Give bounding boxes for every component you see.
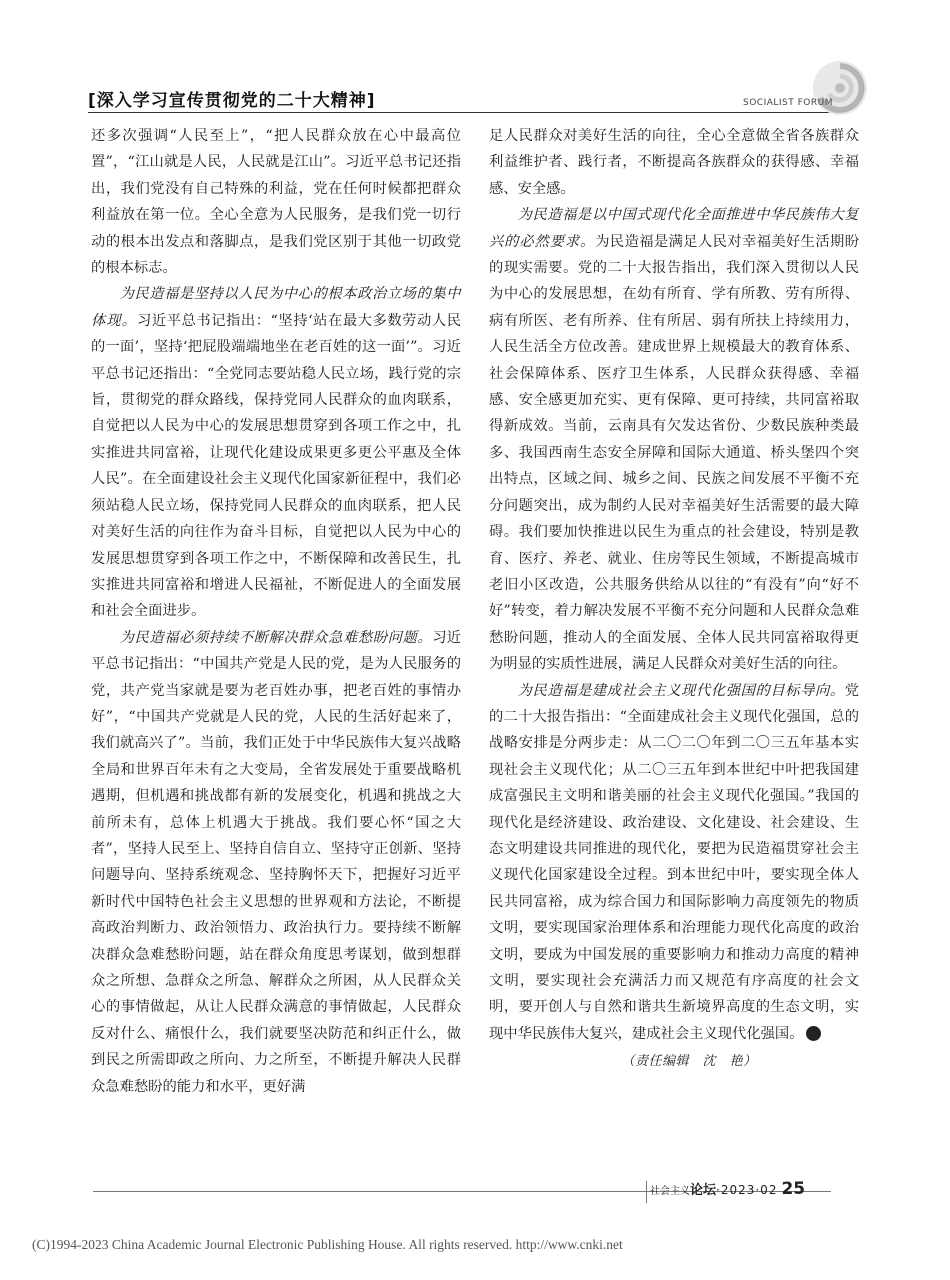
lead-heading: 为民造福是坚持以人民为中心的根本政治立场的集中体现。: [91, 286, 461, 329]
paragraph-text: 党的二十大报告指出：“全面建成社会主义现代化强国，总的战略安排是分两步走：从二〇二〇年到二〇三五年基本实现社会主义现代化；从二〇三五年到本世纪中叶把我国建成富强民主文明和谐美丽的社会主义现代化强国。”我国的现代化是经济建设、政治建设、文化建设、社会建设、生态文明建设共同推进的现代化，要把为民造福贯穿社会主义现代化国家建设全过程。到本世纪中叶，要实现全体人民共同富裕，成为综合国力和国际影响力高度领先的物质文明，要实现国家治理体系和治理能力现代化高度的政治文明，要成为中国发展的重要影响力和推动力高度的精神文明，要实现社会充满活力而又规范有序高度的社会文明，要开创人与自然和谐共生新境界高度的生态文明，实现中华民族伟大复兴，建成社会主义现代化强国。: [489, 682, 859, 1042]
section-header: [深入学习宣传贯彻党的二十大精神]: [88, 91, 376, 111]
footer-divider: [646, 1181, 647, 1203]
paragraph: [489, 678, 859, 1048]
logo-caption: SOCIALIST FORUM: [743, 98, 833, 108]
copyright-notice: (C)1994-2023 China Academic Journal Electronic Publishing House. All rights reserved. http://www.cnki.net: [32, 1237, 623, 1252]
editor-note: （责任编辑 沈 艳）: [621, 1054, 757, 1070]
paragraph: [489, 202, 859, 677]
paragraph: [91, 281, 461, 624]
lead-heading: 为民造福必须持续不断解决群众急难愁盼问题。: [119, 629, 433, 646]
right-column: [489, 123, 859, 1076]
journal-logo-icon: [810, 58, 870, 118]
header-rule: [88, 112, 843, 113]
paragraph: 足人民群众对美好生活的向往，全心全意做全省各族群众利益维护者、践行者，不断提高各族群众的获得感、幸福感、安全感。: [489, 128, 859, 197]
page-number: 25: [781, 1179, 806, 1199]
journal-name-brand: 论坛: [690, 1183, 717, 1198]
lead-heading: 为民造福是以中国式现代化全面推进中华民族伟大复兴的必然要求。: [489, 207, 859, 250]
paragraph: [91, 625, 461, 1100]
article-end-icon: 论: [806, 1026, 821, 1041]
paragraph-text: 习近平总书记指出：“中国共产党是人民的党，是为人民服务的党，共产党当家就是要为老百姓办事，把老百姓的事情办好”，“中国共产党就是人民的党，人民的生活好起来了，我们就高兴了”。当前，我们正处于中华民族伟大复兴战略全局和世界百年未有之大变局，全省发展处于重要战略机遇期，但机遇和挑战都有新的发展变化，机遇和挑战之大前所未有，总体上机遇大于挑战。我们要心怀“国之大者”，坚持人民至上、坚持自信自立、坚持守正创新、坚持问题导向、坚持系统观念、坚持胸怀天下，把握好习近平新时代中国特色社会主义思想的世界观和方法论，不断提高政治判断力、政治领悟力、政治执行力。要持续不断解决群众急难愁盼问题，站在群众角度思考谋划，做到想群众之所想、急群众之所急、解群众之所困，从人民群众关心的事情做起，从让人民群众满意的事情做起，人民群众反对什么、痛恨什么，我们就要坚决防范和纠正什么，做到民之所需即政之所向、力之所至，不断提升解决人民群众急难愁盼的能力和水平，更好满: [91, 629, 462, 1095]
paragraph: 还多次强调“人民至上”，“把人民群众放在心中最高位置”，“江山就是人民，人民就是江山”。习近平总书记还指出，我们党没有自己特殊的利益，党在任何时候都把群众利益放在第一位。全心全意为人民服务，是我们党一切行动的根本出发点和落脚点，是我们党区别于其他一切政党的根本标志。: [91, 128, 461, 277]
issue-number: ·2023·02: [716, 1183, 778, 1197]
footer-journal-info: [650, 1179, 805, 1199]
paragraph-text: 为民造福是满足人民对幸福美好生活期盼的现实需要。党的二十大报告指出，我们深入贯彻以人民为中心的发展思想，在幼有所育、学有所教、劳有所得、病有所医、老有所养、住有所居、弱有所扶上持续用力，人民生活全方位改善。建成世界上规模最大的教育体系、社会保障体系、医疗卫生体系，人民群众获得感、幸福感、安全感更加充实、更有保障、更可持续，共同富裕取得新成效。当前，云南具有欠发达省份、少数民族种类最多、我国西南生态安全屏障和国际大通道、桥头堡四个突出特点，区域之间、城乡之间、民族之间发展不平衡不充分问题突出，成为制约人民对幸福美好生活需要的最大障碍。我们要加快推进以民生为重点的社会建设，特别是教育、医疗、养老、就业、住房等民生领域，不断提高城市老旧小区改造，公共服务供给从以往的“有没有”向“好不好”转变，着力解决发展不平衡不充分问题和人民群众急难愁盼问题，推动人的全面发展、全体人民共同富裕取得更为明显的实质性进展，满足人民群众对美好生活的向往。: [489, 233, 860, 673]
journal-logo: [810, 58, 870, 118]
paragraph-text: 习近平总书记指出：“坚持‘站在最大多数劳动人民的一面’，坚持‘把屁股端端地坐在老百姓的这一面’”。习近平总书记还指出：“全党同志要站稳人民立场，践行党的宗旨，贯彻党的群众路线，保持党同人民群众的血肉联系，自觉把以人民为中心的发展思想贯穿到各项工作之中，扎实推进共同富裕，让现代化建设成果更多更公平惠及全体人民”。在全面建设社会主义现代化国家新征程中，我们必须站稳人民立场，保持党同人民群众的血肉联系，把人民对美好生活的向往作为奋斗目标，自觉把以人民为中心的发展思想贯穿到各项工作之中，不断保障和改善民生，扎实推进共同富裕和增进人民福祉，不断促进人的全面发展和社会全面进步。: [91, 312, 461, 620]
lead-heading: 为民造福是建成社会主义现代化强国的目标导向。: [517, 682, 845, 699]
left-column: [91, 123, 461, 1100]
journal-name-small: 社会主义: [650, 1186, 690, 1197]
